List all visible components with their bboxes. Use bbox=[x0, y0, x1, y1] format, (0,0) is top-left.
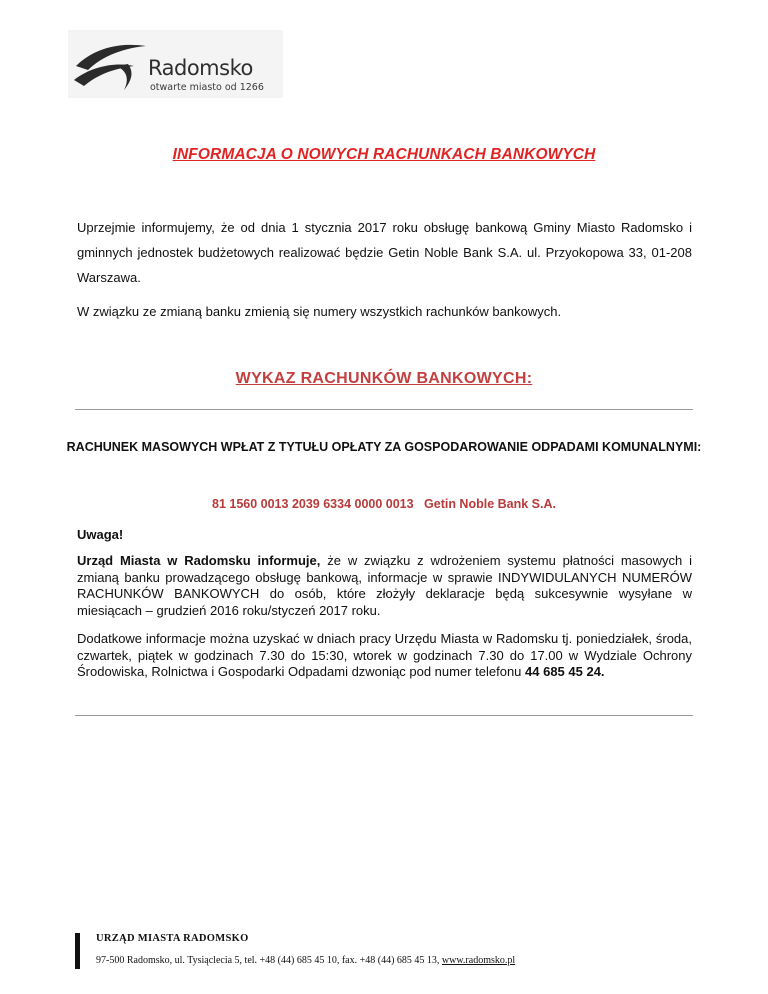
divider-top bbox=[75, 409, 693, 410]
account-title: RACHUNEK MASOWYCH WPŁAT Z TYTUŁU OPŁATY ZA GOSPODAROWANIE ODPADAMI KOMUNALNYMI: bbox=[66, 440, 702, 454]
note-text: że w związku z wdrożeniem systemu płatności masowych i zmianą banku prowadzącego obsługę bankową, informacje w sprawie INDYWIDULANYCH NUMERÓW RACHUNKÓW BANKOWYCH do osób, które złożyły deklaracje będą sukcesywnie wysyłane w miesiącach – grudzień 2016 roku/styczeń 2017 roku. bbox=[77, 553, 692, 618]
account-line bbox=[0, 497, 768, 511]
intro-paragraph: Uprzejmie informujemy, że od dnia 1 stycznia 2017 roku obsługę bankową Gminy Miasto Radomsko i gminnych jednostek budżetowych realizować będzie Getin Noble Bank S.A. ul. Przyokopowa 33, 01-208 Warszawa. bbox=[77, 220, 692, 285]
footer-website-link[interactable]: www.radomsko.pl bbox=[441, 955, 516, 966]
logo-name: Radomsko bbox=[148, 56, 253, 80]
account-number: 81 1560 0013 2039 6334 0000 0013 bbox=[212, 497, 414, 511]
footer-bar bbox=[75, 933, 80, 969]
note-heading: Uwaga! bbox=[77, 527, 124, 542]
accounts-list-title: WYKAZ RACHUNKÓW BANKOWYCH: bbox=[235, 370, 533, 387]
note-lead: Urząd Miasta w Radomsku informuje, bbox=[77, 553, 321, 568]
footer-org: URZĄD MIASTA RADOMSKO bbox=[96, 933, 249, 944]
road-swoosh-logo-icon bbox=[72, 36, 152, 94]
note-extra bbox=[77, 631, 692, 681]
footer-address-text: 97-500 Radomsko, ul. Tysiąclecia 5, tel. +48 (44) 685 45 10, fax. +48 (44) 685 45 13, bbox=[96, 955, 442, 966]
note-body bbox=[77, 553, 692, 619]
radomsko-logo bbox=[68, 30, 283, 98]
phone-number: 44 685 45 24. bbox=[525, 664, 605, 679]
page-title: INFORMACJA O NOWYCH RACHUNKACH BANKOWYCH bbox=[172, 146, 596, 163]
note-extra-text: Dodatkowe informacje można uzyskać w dniach pracy Urzędu Miasta w Radomsku tj. poniedziałek, środa, czwartek, piątek w godzinach 7.30 do 15:30, wtorek w godzinach 7.30 do 17.00 w Wydziale Ochrony Środowiska, Rolnictwa i Gospodarki Odpadami dzwoniąc pod numer telefonu bbox=[77, 631, 692, 679]
divider-bottom bbox=[75, 715, 693, 716]
logo-tagline: otwarte miasto od 1266 bbox=[150, 82, 264, 93]
account-bank: Getin Noble Bank S.A. bbox=[424, 497, 556, 511]
footer-address bbox=[96, 955, 515, 966]
change-notice: W związku ze zmianą banku zmienią się numery wszystkich rachunków bankowych. bbox=[77, 304, 562, 319]
